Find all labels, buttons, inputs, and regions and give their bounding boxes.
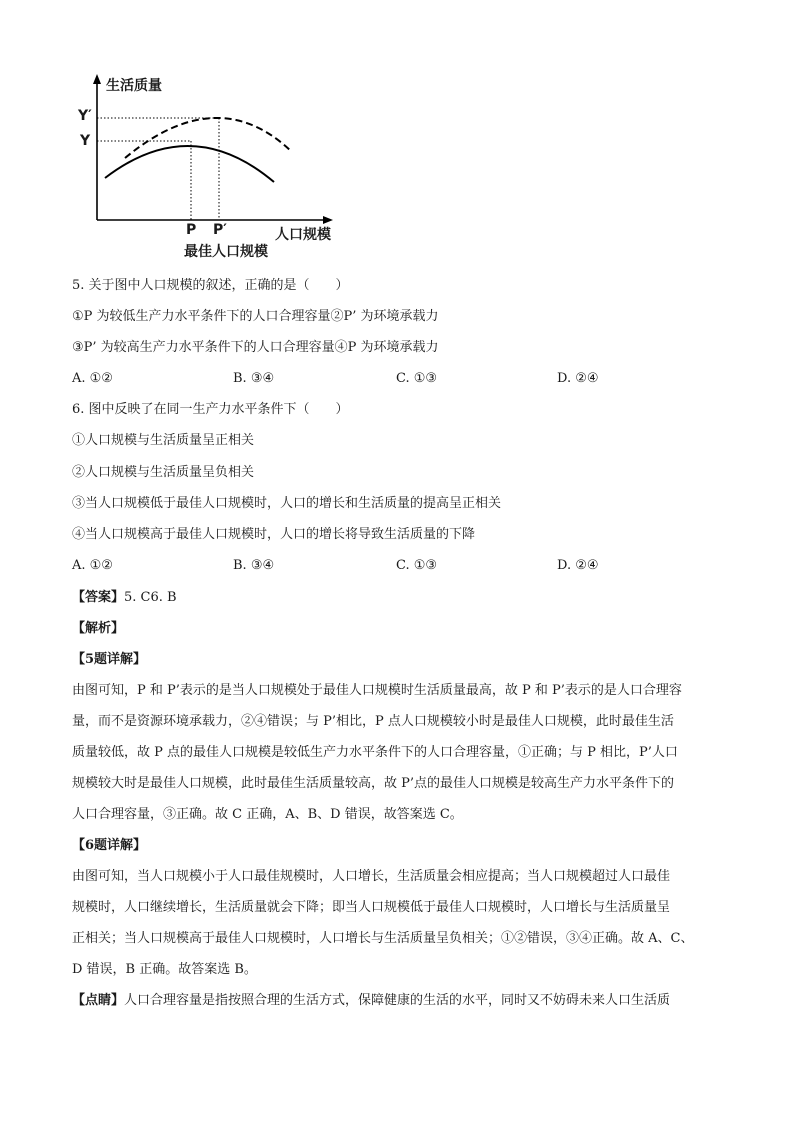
detail-5-line-4: 规模较大时是最佳人口规模，此时最佳生活质量较高，故 P’点的最佳人口规模是较高生产力水平条件下的 — [72, 776, 675, 791]
detail-5-tag: 【5题详解】 — [72, 652, 147, 667]
lower-curve — [105, 146, 274, 182]
y-label: Y — [80, 133, 91, 149]
q6-statement-1: ①人口规模与生活质量呈正相关 — [72, 433, 255, 448]
y-axis-arrow — [93, 74, 101, 84]
analysis-tag: 【解析】 — [72, 621, 125, 636]
q6-option-d: D. ②④ — [557, 558, 599, 573]
answer-text: 5. C6. B — [124, 590, 177, 605]
figure-caption: 最佳人口规模 — [184, 244, 268, 260]
answer-tag: 【答案】 — [72, 590, 125, 605]
q5-statement-2: ③P’ 为较高生产力水平条件下的人口合理容量④P 为环境承载力 — [72, 340, 439, 355]
y-prime-label: Y′ — [78, 108, 92, 124]
x-axis-arrow — [323, 216, 333, 224]
q6-option-b: B. ③④ — [233, 558, 275, 573]
x-axis-label: 人口规模 — [275, 227, 331, 243]
detail-6-line-1: 由图可知，当人口规模小于人口最佳规模时，人口增长，生活质量会相应提高；当人口规模超过人口最佳 — [72, 869, 671, 884]
answer-line — [72, 588, 177, 608]
q6-option-c: C. ①③ — [396, 558, 438, 573]
p-prime-label: P′ — [213, 222, 227, 238]
y-axis-label: 生活质量 — [106, 78, 162, 94]
detail-6-line-3: 正相关；当人口规模高于最佳人口规模时，人口增长与生活质量呈负相关；①②错误，③④正确。故 A、C、 — [72, 931, 694, 946]
q6-statement-3: ③当人口规模低于最佳人口规模时，人口的增长和生活质量的提高呈正相关 — [72, 496, 502, 511]
q6-stem: 6. 图中反映了在同一生产力水平条件下（ ） — [72, 402, 349, 417]
detail-5-line-2: 量，而不是资源环境承载力，②④错误；与 P’相比，P 点人口规模较小时是最佳人口规模，此时最佳生活 — [72, 714, 674, 729]
p-label: P — [186, 222, 197, 238]
note-text: 人口合理容量是指按照合理的生活方式，保障健康的生活的水平，同时又不妨碍未来人口生活质 — [124, 993, 671, 1008]
note-tag: 【点睛】 — [72, 993, 125, 1008]
q5-stem: 5. 关于图中人口规模的叙述，正确的是（ ） — [72, 278, 349, 293]
detail-6-tag: 【6题详解】 — [72, 838, 147, 853]
q5-option-c: C. ①③ — [396, 371, 438, 386]
detail-5-line-5: 人口合理容量，③正确。故 C 正确，A、B、D 错误，故答案选 C。 — [72, 807, 463, 822]
detail-6-line-2: 规模时，人口继续增长，生活质量就会下降；即当人口规模低于最佳人口规模时，人口增长与生活质量呈 — [72, 900, 671, 915]
population-figure — [70, 60, 360, 260]
detail-5-line-1: 由图可知，P 和 P’表示的是当人口规模处于最佳人口规模时生活质量最高，故 P 和 P’表示的是人口合理容 — [72, 683, 682, 698]
note-line — [72, 991, 722, 1011]
q5-option-d: D. ②④ — [557, 371, 599, 386]
q5-option-b: B. ③④ — [233, 371, 275, 386]
q5-statement-1: ①P 为较低生产力水平条件下的人口合理容量②P’ 为环境承载力 — [72, 309, 439, 324]
q6-statement-2: ②人口规模与生活质量呈负相关 — [72, 465, 255, 480]
q5-option-a: A. ①② — [72, 371, 113, 386]
detail-6-line-4: D 错误，B 正确。故答案选 B。 — [72, 962, 257, 977]
detail-5-line-3: 质量较低，故 P 点的最佳人口规模是较低生产力水平条件下的人口合理容量，①正确；与 P 相比，P’人口 — [72, 745, 678, 760]
q6-option-a: A. ①② — [72, 558, 113, 573]
q6-statement-4: ④当人口规模高于最佳人口规模时，人口的增长将导致生活质量的下降 — [72, 527, 476, 542]
